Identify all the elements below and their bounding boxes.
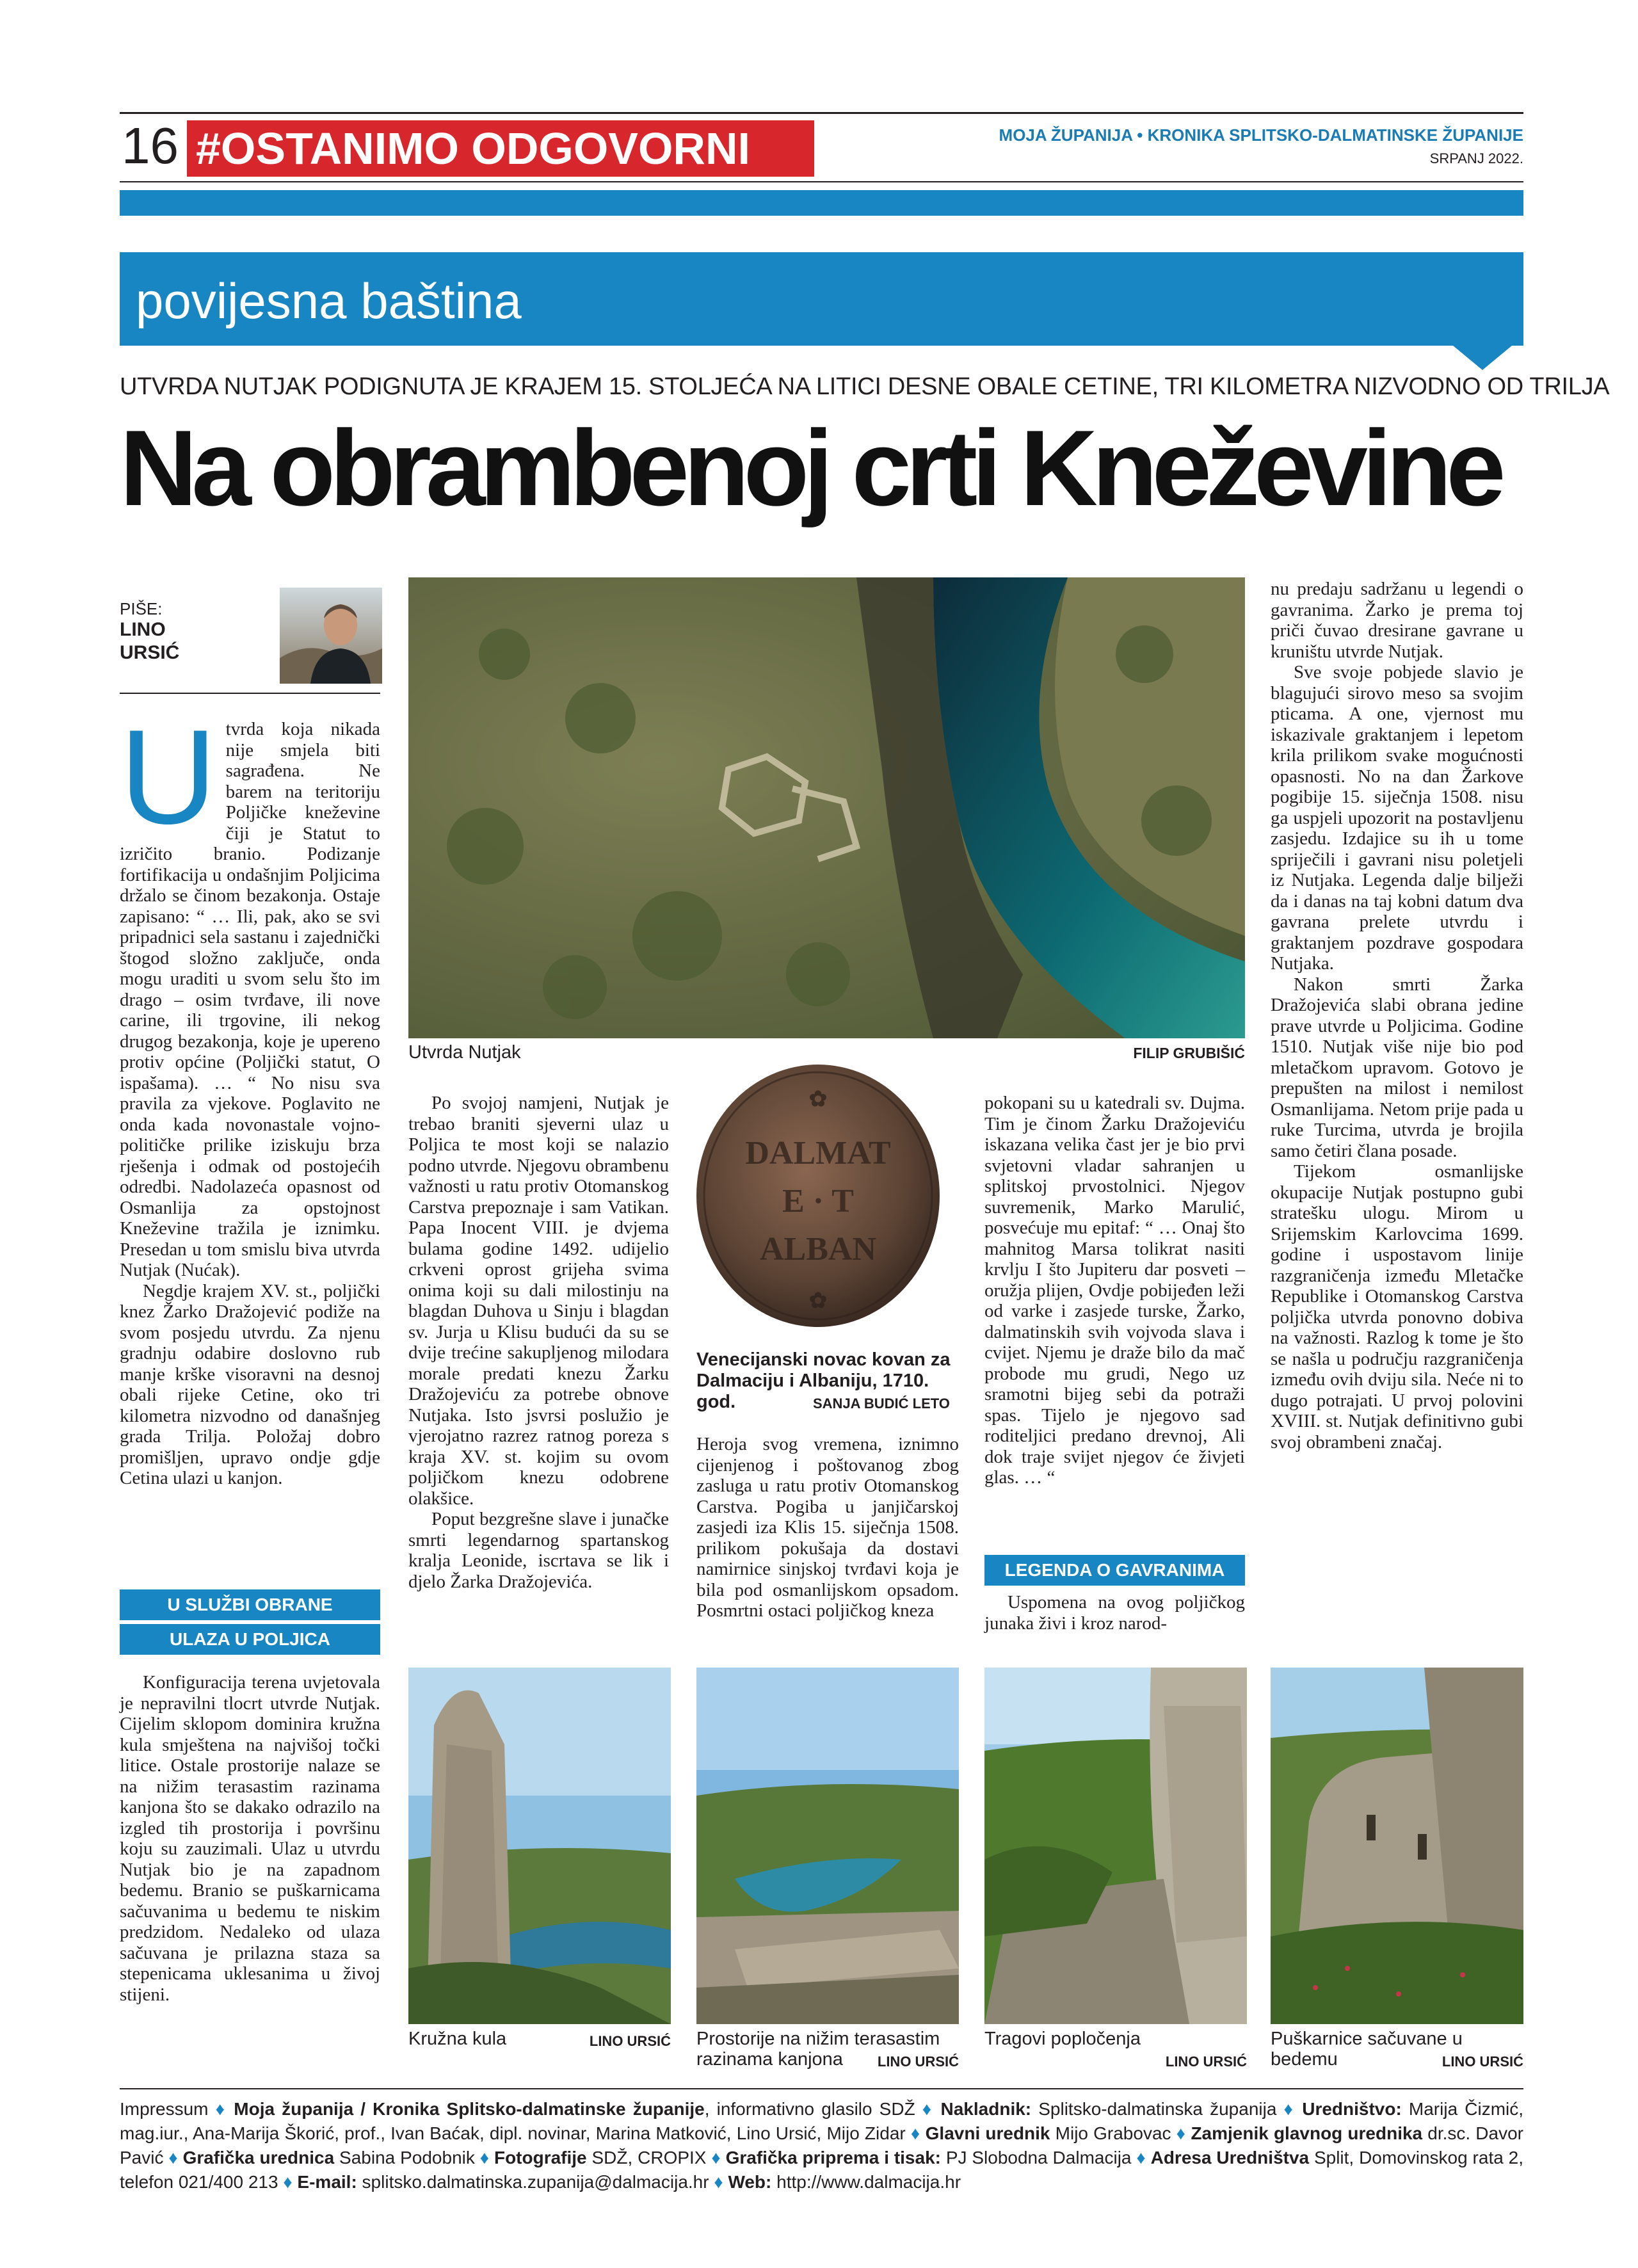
diamond-icon: ♦ bbox=[714, 2172, 723, 2192]
impressum-label: Impressum bbox=[120, 2099, 209, 2119]
caption-text: Tragovi popločenja bbox=[984, 2029, 1141, 2049]
paragraph: Sve svoje pobjede slavio je blagujući sirovo meso sa svojim pticama. A one, vjernost mu iskazivale graktanjem i lepetom krila prilikom svake mogućnosti opasnosti. No na dan Žarkove pogibije 15. siječnja 1508. nisu ga uspjeli upozorit na postavljenu zasjedu. Izdajice su ih u tome spriječili i gavrani nisu poletjeli iz Nutjaka. Legenda dalje bilježi da i danas na taj kobni datum dva gavrana prelete utvrdu i graktanjem pozdrave gospodara Nutjaka. bbox=[1271, 662, 1523, 974]
main-photo-caption: Utvrda Nutjak bbox=[408, 1042, 521, 1063]
diamond-icon: ♦ bbox=[922, 2099, 934, 2119]
footer-rule bbox=[120, 2088, 1523, 2089]
paragraph: nu predaju sadržanu u legendi o gavranima. Žarko je prema toj priči čuvao dresirane gavrane u kruništu utvrde Nutjak. bbox=[1271, 579, 1523, 662]
diamond-icon: ♦ bbox=[910, 2123, 920, 2143]
author-first-name: LINO bbox=[120, 619, 166, 640]
caption-text: Prostorije na nižim terasastim razinama kanjona bbox=[696, 2029, 940, 2070]
impressum-title: Moja županija / Kronika Splitsko-dalmatinske županije bbox=[234, 2099, 705, 2119]
diamond-icon: ♦ bbox=[1283, 2099, 1296, 2119]
svg-text:E · T: E · T bbox=[782, 1183, 854, 1219]
caption-text: Kružna kula bbox=[408, 2029, 507, 2049]
caption-credit: LINO URSIĆ bbox=[1165, 2054, 1247, 2070]
header-color-band bbox=[120, 190, 1523, 216]
diamond-icon: ♦ bbox=[168, 2148, 178, 2167]
svg-text:DALMAT: DALMAT bbox=[745, 1135, 891, 1171]
impressum-value: Mijo Grabovac bbox=[1050, 2123, 1171, 2143]
author-last-name: URSIĆ bbox=[120, 642, 180, 663]
impressum-key: Nakladnik: bbox=[940, 2099, 1032, 2119]
impressum-key: Web: bbox=[728, 2172, 772, 2192]
impressum-value: Marija Čizmić, mag.iur., Ana-Marija Škorić, prof., Ivan Baćak, dipl. novinar, Marina Matković, Lino Ursić, Mijo Zidar bbox=[120, 2099, 1524, 2143]
caption-credit: LINO URSIĆ bbox=[589, 2033, 671, 2049]
paragraph: Poput bezgrešne slave i junačke smrti legendarnog spartanskog kralja Leonide, iscrtava se lik i djelo Žarka Dražojevića. bbox=[408, 1509, 669, 1592]
coin-credit: SANJA BUDIĆ LETO bbox=[813, 1395, 950, 1411]
top-rule bbox=[120, 112, 1523, 114]
drop-cap: U bbox=[120, 702, 217, 852]
photo-loopholes bbox=[1271, 1668, 1523, 2024]
author-photo bbox=[280, 588, 382, 684]
paragraph: Heroja svog vremena, iznimno cijenjenog i poštovanog zbog zasluga u ratu protiv Otomanskog Carstva. Pogiba u janjičarskoj zasjedi iza Klis 15. siječnja 1508. prilikom pokušaja da dostavi namirnice sinjskoj tvrđavi koja je bila pod osmanlijskom opsadom. Posmrtni ostaci poljičkog kneza bbox=[696, 1434, 959, 1621]
impressum-key: Glavni urednik bbox=[925, 2123, 1050, 2143]
photo-caption-3 bbox=[984, 2029, 1247, 2070]
author-label: PIŠE: bbox=[120, 599, 163, 618]
paragraph: Negdje krajem XV. st., poljički knez Žarko Dražojević podiže na svom posjedu utvrdu. Za njenu gradnju odabire doslovno rub manje krške visoravni na desnoj obali rijeke Cetine, oko tri kilometra nizvodno od današnjeg grada Trilja. Položaj dobro promišljen, upravo ondje gdje Cetina ulazi u kanjon. bbox=[120, 1280, 380, 1488]
diamond-icon: ♦ bbox=[215, 2099, 227, 2119]
caption-credit: LINO URSIĆ bbox=[877, 2054, 959, 2070]
paragraph: Tijekom osmanlijske okupacije Nutjak postupno gubi stratešku ulogu. Mirom u Srijemskim Karlovcima 1699. godine i uspostavom linije razgraničenja između Mletačke Republike i Otomanskog Carstva poljička utvrda ponovno dobiva na važnosti. Razlog k tome je što se našla u području razgraničenja između ovih dviju sila. Neće ni to dugo potrajati. U prvoj polovini XVIII. st. Nutjak definitivno gubi svoj obrambeni značaj. bbox=[1271, 1161, 1523, 1452]
impressum-value: dr.sc. Davor Pavić bbox=[120, 2123, 1523, 2167]
column-4-box-text bbox=[984, 1592, 1245, 1634]
impressum-key: Uredništvo: bbox=[1302, 2099, 1402, 2119]
article-headline: Na obrambenoj crti Kneževine bbox=[120, 408, 1500, 528]
paragraph: Po svojoj namjeni, Nutjak je trebao braniti sjeverni ulaz u Poljica te most koji se nalazio podno utvrde. Njegovu obrambenu važnosti u ratu protiv Otomanskog Carstva prepoznaje i sam Vatikan. Papa Inocent VIII. je dvjema bulama godine 1492. udijelio crkveni oprost grijeha svima onima koji su dali milostinju na blagdan Duhova u Sinju i blagdan sv. Jurja u Klisu budući da su se dvije trećine sakupljenog milodara morale predati knezu Žarku Dražojeviću za potrebe obnove Nutjaka. Isto jsvrsi poslužio je vjerojatno razrez ratnog poreza s kraja XV. st. kojim su ovom poljičkom knezu odobrene olakšice. bbox=[408, 1093, 669, 1509]
impressum bbox=[120, 2097, 1523, 2194]
impressum-key: Zamjenik glavnog urednika bbox=[1191, 2123, 1423, 2143]
column-4 bbox=[984, 1093, 1245, 1488]
impressum-key: Grafička priprema i tisak: bbox=[725, 2148, 941, 2167]
publication-date: SRPANJ 2022. bbox=[1429, 150, 1523, 166]
impressum-value: Sabina Podobnik bbox=[334, 2148, 475, 2167]
diamond-icon: ♦ bbox=[1136, 2148, 1146, 2167]
photo-terraces bbox=[696, 1668, 959, 2024]
paragraph: Nakon smrti Žarka Dražojevića slabi obrana jedine prave utvrde u Poljicima. Godine 1510. Nutjak više nije bio pod mletačkom upravom. Gotovo je prepušten na milost i nemilost Osmanlijama. Netom prije pada u ruke Turcima, utvrda je brojila samo četiri člana posade. bbox=[1271, 974, 1523, 1161]
campaign-tag: #OSTANIMO ODGOVORNI bbox=[187, 120, 814, 177]
impressum-key: Grafička urednica bbox=[182, 2148, 335, 2167]
subhead-ulaza-u-poljica: ULAZA U POLJICA bbox=[120, 1624, 380, 1655]
coin-caption: Venecijanski novac kovan za Dalmaciju i Albaniju, 1710. god. bbox=[696, 1349, 951, 1412]
diamond-icon: ♦ bbox=[283, 2172, 293, 2192]
column-2 bbox=[408, 1093, 669, 1592]
impressum-text: , informativno glasilo SDŽ bbox=[704, 2099, 915, 2119]
column-1 bbox=[120, 702, 380, 1489]
svg-text:✿: ✿ bbox=[808, 1088, 828, 1111]
coin-photo bbox=[690, 1055, 946, 1337]
main-photo-credit: FILIP GRUBIŠIĆ bbox=[1133, 1045, 1245, 1061]
author-rule bbox=[120, 693, 380, 694]
diamond-icon: ♦ bbox=[711, 2148, 721, 2167]
subhead-legenda-o-gavranima: LEGENDA O GAVRANIMA bbox=[984, 1555, 1245, 1586]
diamond-icon: ♦ bbox=[479, 2148, 490, 2167]
banner-notch bbox=[1453, 346, 1512, 370]
photo-caption-4 bbox=[1271, 2029, 1523, 2070]
caption-text: Puškarnice sačuvane u bedemu bbox=[1271, 2029, 1463, 2070]
photo-caption-2 bbox=[696, 2029, 959, 2070]
paragraph: tvrda koja nikada nije smjela biti sagrađena. Ne barem na teritoriju Poljičke kneževine čiji je Statut to izričito branio. Podizanje fortifikacija u ondašnjim Poljicima držalo se činom bezakonja. Ostaje zapisano: “ … Ili, pak, ako se svi pripadnici sela sastanu i zajednički štogod složno zaključe, onda mogu uraditi u svom selu što im drago – osim tvrđave, ili nove carine, ili trgovine, ili nekog drugog bezakonja, koje je upereno protiv općine (Poljički statut, O ispašama). … “ No nisu sva pravila za vjekove. Poglavito ne onda kada novonastale vojno-političke prilike iziskuju brza rješenja i odmak od postojećih odredbi. Nadolazeća opasnost od Osmanlija za opstojnost Kneževine tražila je iznimku. Presedan u tom smislu biva utvrda Nutjak (Nućak). bbox=[120, 719, 380, 1280]
impressum-value: http://www.dalmacija.hr bbox=[771, 2172, 961, 2192]
main-aerial-photo bbox=[408, 577, 1245, 1038]
page-number: 16 bbox=[122, 117, 179, 174]
impressum-value: SDŽ, CROPIX bbox=[586, 2148, 707, 2167]
impressum-key: Adresa Uredništva bbox=[1150, 2148, 1310, 2167]
header-rule bbox=[120, 181, 1523, 182]
diamond-icon: ♦ bbox=[1176, 2123, 1186, 2143]
svg-text:✿: ✿ bbox=[808, 1289, 828, 1313]
paragraph: pokopani su u katedrali sv. Dujma. Tim je činom Žarku Dražojeviću iskazana velika čast jer je bio prvi svjetovni vladar sahranjen u splitskoj prvostolnici. Njegov suvremenik, Marko Marulić, posvećuje mu epitaf: “ … Onaj što mahnitog Marsa tolikrat nasiti krvlju I što Jupiteru dar posveti – oružja plijen, Ovdje pobijeđen leži od varke i zasjede turske, Žarko, dalmatinskih svih vojvoda slava i cvijet. Njemu je draže bilo da mač probode mu grudi, Nego uz sramotni bijeg sebi da potraži spas. Tijelo je njegovo sad roditeljici predano drevnoj, Ali dok traje svijet njegov će živjeti glas. … “ bbox=[984, 1093, 1245, 1488]
photo-paving bbox=[984, 1668, 1247, 2024]
article-kicker: UTVRDA NUTJAK PODIGNUTA JE KRAJEM 15. STOLJEĆA NA LITICI DESNE OBALE CETINE, TRI KILOMETRA NIZVODNO OD TRILJA bbox=[120, 373, 1610, 400]
paragraph: Konfiguracija terena uvjetovala je nepravilni tlocrt utvrde Nutjak. Cijelim sklopom dominira kružna kula smještena na najvišoj točki litice. Ostale prostorije nalaze se na nižim terasastim razinama kanjona što se dakako odrazilo na izgled tih prostorija i površinu koju su zauzimali. Ulaz u utvrdu Nutjak bio je na zapadnom bedemu. Branio se puškarnicama sačuvanima u bedemu te niskim predzidom. Nedaleko od ulaza sačuvana je prilazna staza sa stepenicama uklesanima u živoj stijeni. bbox=[120, 1672, 380, 2005]
column-1-box-text bbox=[120, 1672, 380, 2005]
photo-round-tower bbox=[408, 1668, 671, 2024]
impressum-value: Splitsko-dalmatinska županija bbox=[1031, 2099, 1277, 2119]
publication-name: MOJA ŽUPANIJA • KRONIKA SPLITSKO-DALMATINSKE ŽUPANIJE bbox=[999, 125, 1523, 145]
impressum-value: splitsko.dalmatinska.zupanija@dalmacija.hr bbox=[357, 2172, 709, 2192]
impressum-value: PJ Slobodna Dalmacija bbox=[940, 2148, 1132, 2167]
impressum-key: Fotografije bbox=[494, 2148, 587, 2167]
impressum-value: Split, Domovinskog rata 2, telefon 021/400 213 bbox=[120, 2148, 1524, 2192]
caption-credit: LINO URSIĆ bbox=[1441, 2054, 1523, 2070]
column-5 bbox=[1271, 579, 1523, 1452]
paragraph: Uspomena na ovog poljičkog junaka živi i kroz narod- bbox=[984, 1592, 1245, 1634]
column-3 bbox=[696, 1434, 959, 1621]
subhead-u-sluzbi-obrane: U SLUŽBI OBRANE bbox=[120, 1589, 380, 1620]
section-title: povijesna baština bbox=[136, 273, 522, 329]
svg-text:ALBAN: ALBAN bbox=[759, 1231, 877, 1267]
impressum-key: E-mail: bbox=[297, 2172, 357, 2192]
author-name bbox=[120, 618, 267, 664]
